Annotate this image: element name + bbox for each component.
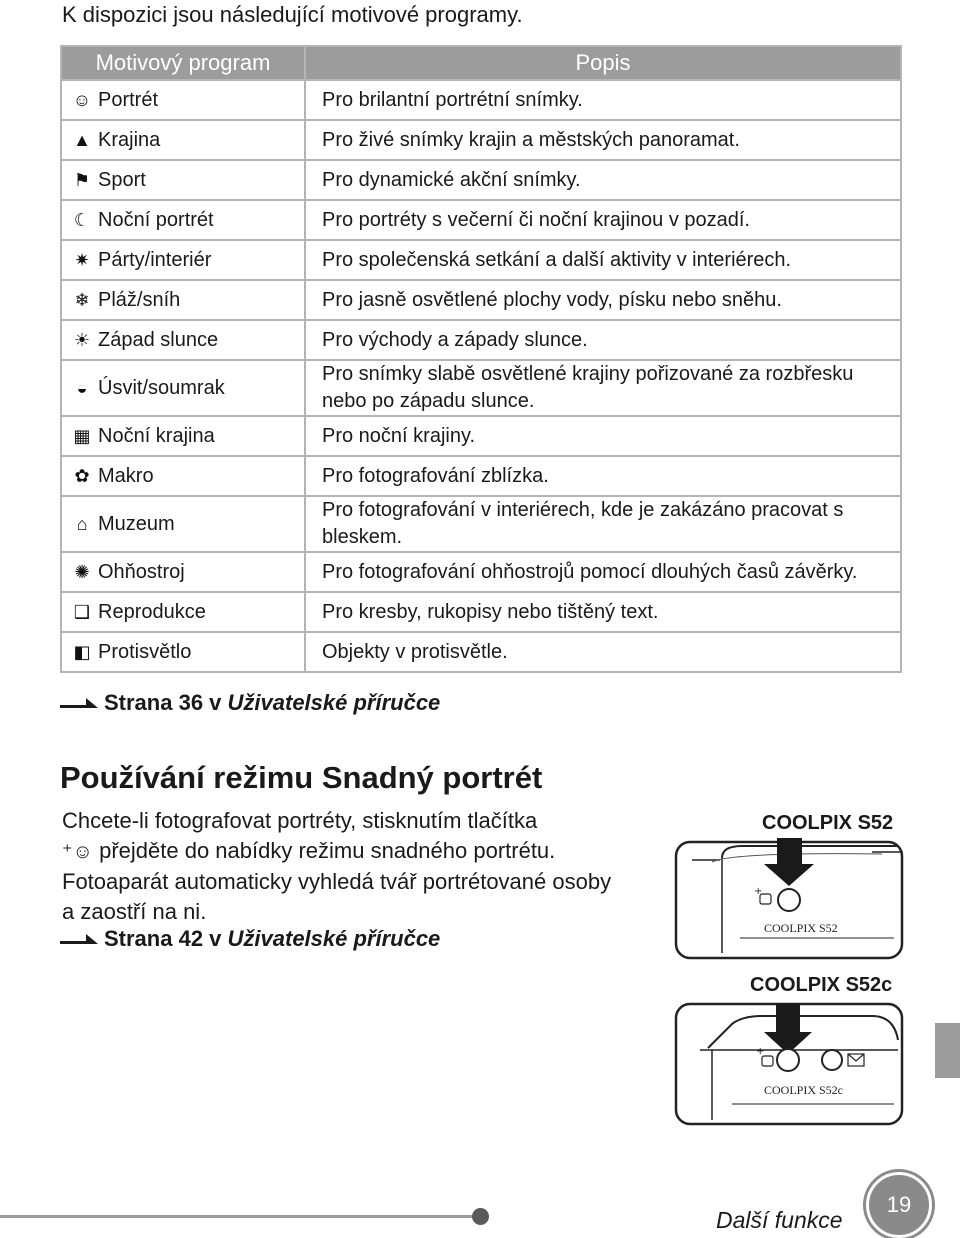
body-text-part1: Chcete-li fotografovat portréty, stisknutím tlačítka	[62, 808, 538, 833]
reference-book: Uživatelské příručce	[227, 926, 441, 951]
mode-name: Protisvětlo	[98, 640, 192, 663]
easy-portrait-button-icon: ⁺☺	[62, 841, 93, 863]
camera-label-s52c: COOLPIX S52c	[750, 974, 893, 996]
table-row	[61, 120, 901, 160]
svg-text:+: +	[756, 1046, 765, 1057]
table-header-row	[61, 46, 901, 80]
body-paragraph	[62, 806, 622, 927]
table-row	[61, 632, 901, 672]
copy-icon: ❑	[73, 601, 91, 622]
reference-page-36	[60, 690, 440, 716]
mode-name: Muzeum	[98, 512, 175, 535]
mode-name: Ohňostroj	[98, 560, 185, 583]
mode-cell	[61, 160, 305, 200]
mode-cell	[61, 280, 305, 320]
table-row	[61, 160, 901, 200]
mode-cell	[61, 240, 305, 280]
party-icon: ✷	[74, 249, 90, 270]
reference-arrow-icon	[60, 928, 98, 948]
footer-rule	[0, 1215, 480, 1218]
sunset-icon: ☀	[73, 329, 91, 350]
camera-s52c-illustration	[672, 1000, 904, 1130]
mode-cell	[61, 552, 305, 592]
mode-description: Pro společenská setkání a další aktivity v interiérech.	[305, 240, 901, 280]
mode-description: Pro fotografování zblízka.	[305, 456, 901, 496]
mode-description: Objekty v protisvětle.	[305, 632, 901, 672]
mode-description: Pro východy a západy slunce.	[305, 320, 901, 360]
mode-name: Sport	[98, 168, 146, 191]
mode-name: Reprodukce	[98, 600, 206, 623]
camera-s52-illustration	[672, 838, 904, 966]
mode-cell	[61, 120, 305, 160]
mode-name: Noční krajina	[98, 424, 215, 447]
mode-description: Pro kresby, rukopisy nebo tištěný text.	[305, 592, 901, 632]
mode-cell	[61, 320, 305, 360]
mode-description: Pro fotografování v interiérech, kde je zakázáno pracovat s bleskem.	[305, 496, 901, 552]
svg-text:+: +	[754, 886, 763, 897]
mode-name: Makro	[98, 464, 154, 487]
mode-name: Pláž/sníh	[98, 288, 181, 311]
section-heading: Používání režimu Snadný portrét	[60, 760, 543, 795]
table-row	[61, 416, 901, 456]
camera-model-text: COOLPIX S52c	[764, 1083, 844, 1097]
mode-description: Pro brilantní portrétní snímky.	[305, 80, 901, 120]
mode-name: Úsvit/soumrak	[98, 376, 225, 399]
reference-arrow-icon	[60, 692, 98, 712]
intro-text: K dispozici jsou následující motivové programy.	[62, 2, 523, 27]
mode-cell	[61, 496, 305, 552]
footer-dot	[472, 1208, 489, 1225]
mode-cell	[61, 80, 305, 120]
header-description: Popis	[305, 46, 901, 80]
mode-name: Portrét	[98, 88, 159, 111]
table-row	[61, 80, 901, 120]
reference-prefix: Strana 42 v	[104, 926, 228, 951]
reference-page-42	[60, 926, 440, 952]
mode-cell	[61, 632, 305, 672]
scene-modes-table	[60, 45, 902, 673]
mode-cell	[61, 456, 305, 496]
table-row	[61, 496, 901, 552]
dusk-dawn-icon: ◒	[76, 377, 88, 398]
footer-section-title: Další funkce	[716, 1207, 843, 1233]
table-row	[61, 592, 901, 632]
mode-description: Pro snímky slabě osvětlené krajiny pořizované za rozbřesku nebo po západu slunce.	[305, 360, 901, 416]
table-row	[61, 360, 901, 416]
chapter-side-tab	[935, 1023, 960, 1078]
museum-icon: ⌂	[76, 513, 88, 534]
mode-description: Pro živé snímky krajin a městských panoramat.	[305, 120, 901, 160]
portrait-icon: ☺	[72, 89, 92, 110]
body-text-part2: přejděte do nabídky režimu snadného portrétu. Fotoaparát automaticky vyhledá tvář portrétované osoby a zaostří na ni.	[62, 838, 612, 924]
macro-icon: ✿	[74, 465, 90, 486]
mode-name: Západ slunce	[98, 328, 219, 351]
beach-snow-icon: ❄	[74, 289, 90, 310]
night-portrait-icon: ☾	[73, 209, 91, 230]
reference-book: Uživatelské příručce	[227, 690, 441, 715]
camera-model-text: COOLPIX S52	[764, 921, 838, 935]
mode-cell	[61, 416, 305, 456]
table-row	[61, 240, 901, 280]
camera-label-s52: COOLPIX S52	[762, 812, 894, 834]
mode-description: Pro dynamické akční snímky.	[305, 160, 901, 200]
page-number: 19	[866, 1172, 932, 1238]
mode-cell	[61, 592, 305, 632]
table-row	[61, 552, 901, 592]
mode-description: Pro fotografování ohňostrojů pomocí dlouhých časů závěrky.	[305, 552, 901, 592]
table-row	[61, 320, 901, 360]
landscape-icon: ▲	[73, 129, 91, 150]
mode-description: Pro noční krajiny.	[305, 416, 901, 456]
mode-description: Pro portréty s večerní či noční krajinou v pozadí.	[305, 200, 901, 240]
header-mode: Motivový program	[61, 46, 305, 80]
night-landscape-icon: ▦	[73, 425, 91, 446]
backlight-icon: ◧	[73, 641, 91, 662]
mode-description: Pro jasně osvětlené plochy vody, písku nebo sněhu.	[305, 280, 901, 320]
table-row	[61, 280, 901, 320]
mode-cell	[61, 200, 305, 240]
mode-cell	[61, 360, 305, 416]
mode-name: Krajina	[98, 128, 161, 151]
sport-icon: ⚑	[73, 169, 91, 190]
reference-prefix: Strana 36 v	[104, 690, 228, 715]
fireworks-icon: ✺	[74, 561, 90, 582]
table-row	[61, 200, 901, 240]
table-row	[61, 456, 901, 496]
mode-name: Párty/interiér	[98, 248, 212, 271]
mode-name: Noční portrét	[98, 208, 214, 231]
